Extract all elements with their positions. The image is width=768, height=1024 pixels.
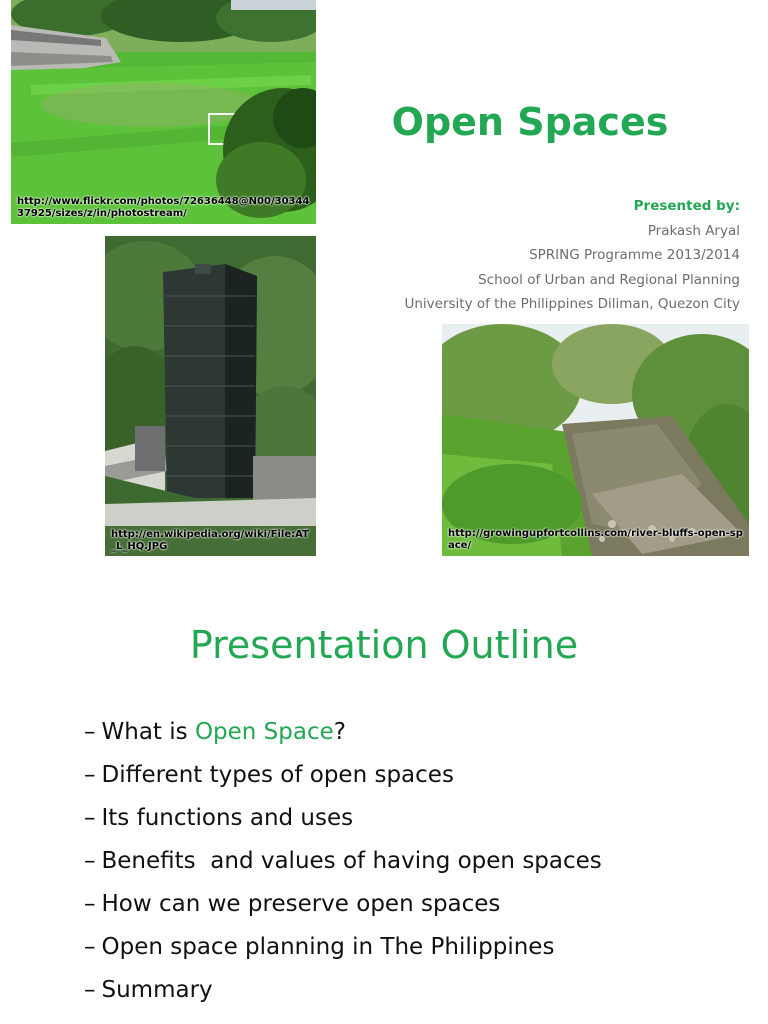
outline-item-text: Benefits and values of having open spaces: [101, 848, 602, 874]
outline-item-text: Different types of open spaces: [101, 762, 454, 788]
presenter-university: University of the Philippines Diliman, Quezon City: [404, 296, 740, 313]
outline-item: [84, 754, 602, 797]
photo-source-caption[interactable]: http://growingupfortcollins.com/river-bluffs-open-space/: [448, 528, 743, 551]
outline-item-text: Open space planning in The Philippines: [101, 934, 555, 960]
outline-item: [84, 926, 602, 969]
river-photo: [442, 324, 749, 556]
presenter-block: [404, 194, 740, 317]
office-tower-image: [105, 236, 316, 556]
outline-item: [84, 797, 602, 840]
open-space-highlight: Open Space: [194, 719, 334, 745]
outline-item: [84, 969, 602, 1012]
slide-title: Open Spaces: [391, 100, 669, 144]
outline-item-text: What is: [101, 719, 195, 745]
bullet-dash: –: [84, 805, 96, 831]
bullet-dash: –: [84, 977, 96, 1003]
outline-item: [84, 840, 602, 883]
outline-slide: [0, 580, 768, 1024]
office-tower-photo: [105, 236, 316, 556]
presenter-school: School of Urban and Regional Planning: [478, 271, 740, 288]
sports-field-image: [11, 0, 316, 224]
outline-item-text: ?: [333, 719, 346, 745]
bullet-dash: –: [84, 762, 96, 788]
bullet-dash: –: [84, 934, 96, 960]
outline-list: [84, 711, 602, 1012]
outline-item: [84, 711, 602, 754]
bullet-dash: –: [84, 848, 96, 874]
photo-source-caption[interactable]: http://en.wikipedia.org/wiki/File:AT_L_HQ.JPG: [111, 529, 309, 552]
outline-item-text: Its functions and uses: [101, 805, 354, 831]
outline-title: Presentation Outline: [189, 623, 579, 667]
presented-by-label: Presented by:: [633, 198, 740, 214]
outline-item-text: Summary: [101, 977, 213, 1003]
outline-item: [84, 883, 602, 926]
river-image: [442, 324, 749, 556]
presenter-name: Prakash Aryal: [647, 222, 740, 239]
bullet-dash: –: [84, 719, 96, 745]
bullet-dash: –: [84, 891, 96, 917]
sports-field-photo: [11, 0, 316, 224]
presenter-programme: SPRING Programme 2013/2014: [529, 247, 740, 264]
photo-source-caption[interactable]: http://www.flickr.com/photos/72636448@N00/3034437925/sizes/z/in/photostream/: [17, 196, 310, 219]
outline-item-text: How can we preserve open spaces: [101, 891, 501, 917]
